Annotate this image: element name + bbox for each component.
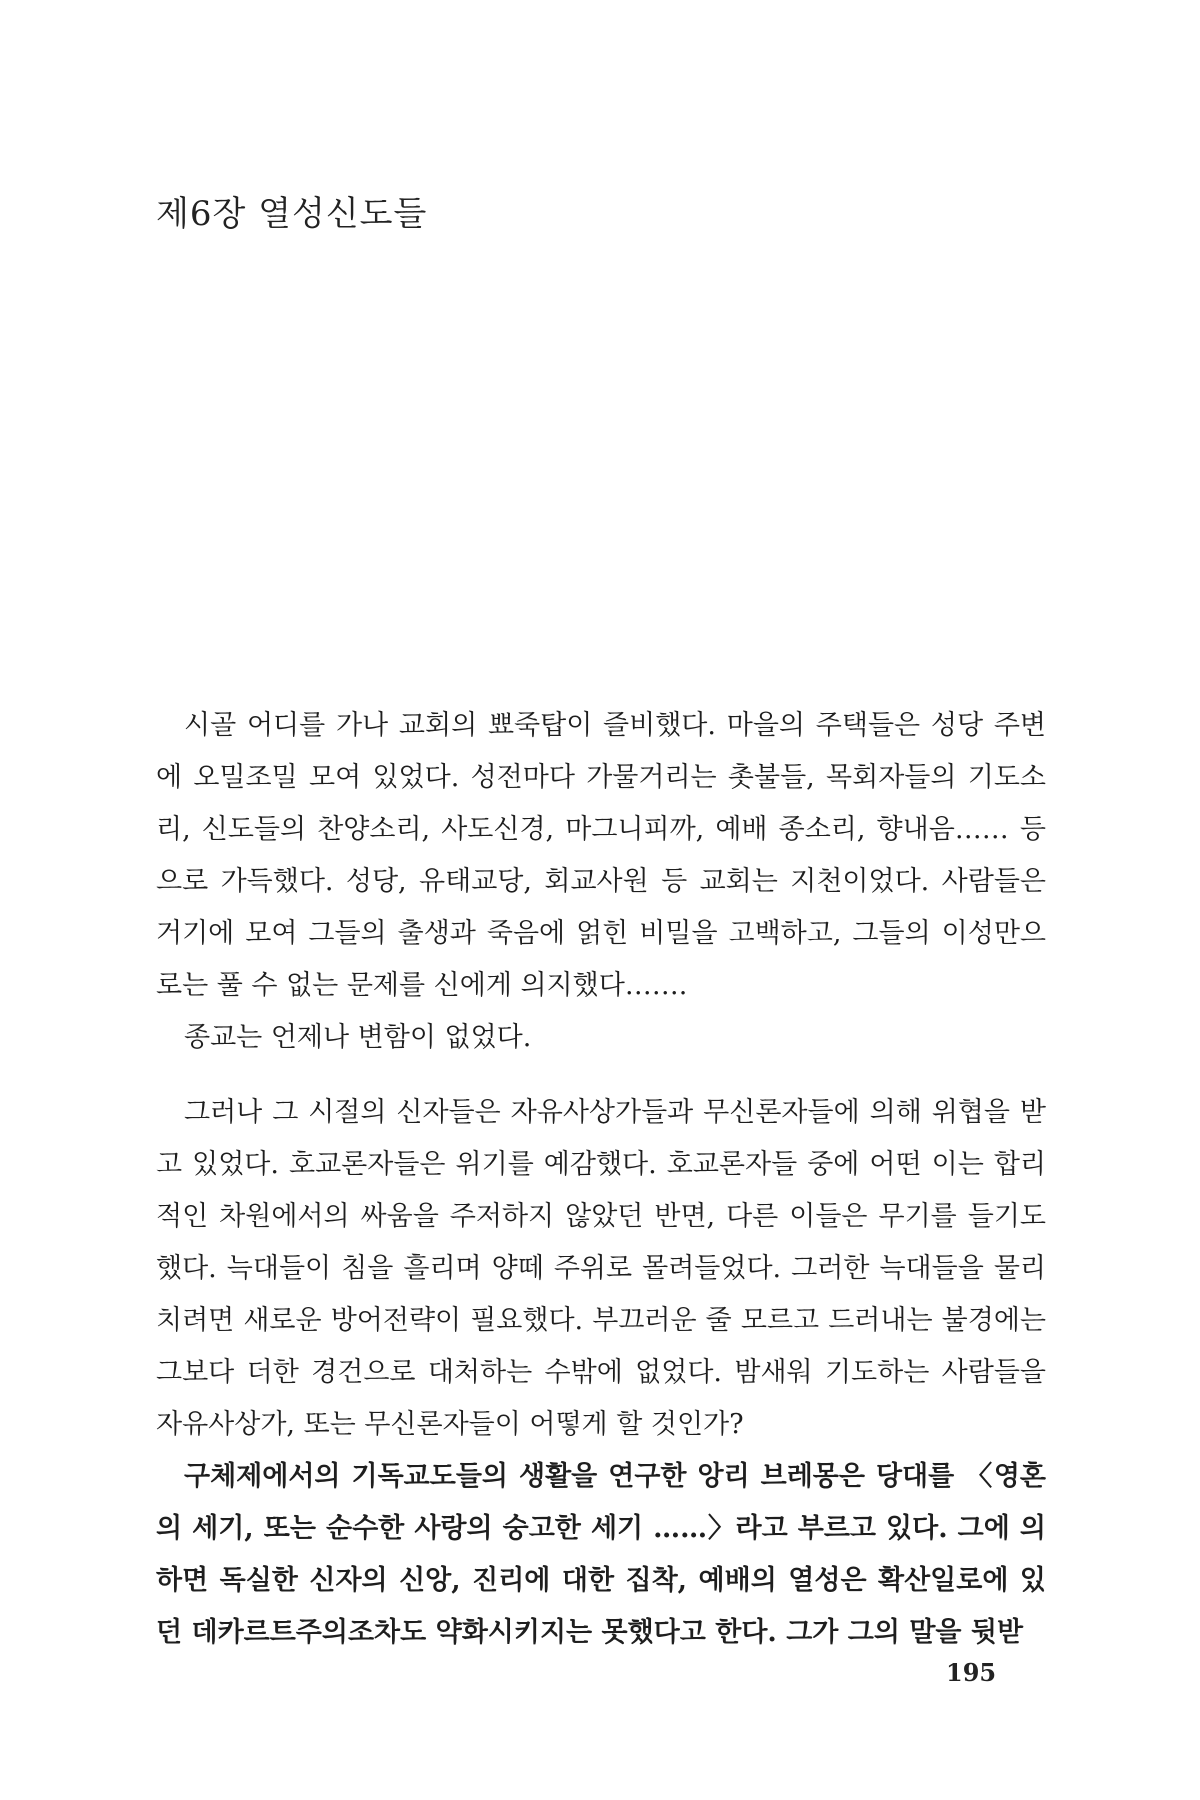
page-number: 195 bbox=[946, 1658, 997, 1687]
chapter-title: 제6장 열성신도들 bbox=[156, 194, 428, 234]
paragraph: 시골 어디를 가나 교회의 뾰죽탑이 즐비했다. 마을의 주택들은 성당 주변에 오밀조밀 모여 있었다. 성전마다 가물거리는 촛불들, 목회자들의 기도소리, 신도들의 찬양소리, 사도신경, 마그니피까, 예배 종소리, 향내음…… 등으로 가득했다. 성당, 유태교당, 회교사원 등 교회는 지천이었다. 사람들은 거기에 모여 그들의 출생과 죽음에 얽힌 비밀을 고백하고, 그들의 이성만으로는 풀 수 없는 문제를 신에게 의지했다……. bbox=[156, 710, 1046, 1001]
section-1 bbox=[156, 700, 1046, 1064]
paragraph: 종교는 언제나 변함이 없었다. bbox=[184, 1022, 532, 1053]
paragraph: 그러나 그 시절의 신자들은 자유사상가들과 무신론자들에 의해 위협을 받고 있었다. 호교론자들은 위기를 예감했다. 호교론자들 중에 어떤 이는 합리적인 차원에서의 싸움을 주저하지 않았던 반면, 다른 이들은 무기를 들기도 했다. 늑대들이 침을 흘리며 양떼 주위로 몰려들었다. 그러한 늑대들을 물리치려면 새로운 방어전략이 필요했다. 부끄러운 줄 모르고 드러내는 불경에는 그보다 더한 경건으로 대처하는 수밖에 없었다. 밤새워 기도하는 사람들을 자유사상가, 또는 무신론자들이 어떻게 할 것인가? bbox=[156, 1097, 1046, 1440]
section-2 bbox=[156, 1087, 1046, 1659]
paragraph: 구체제에서의 기독교도들의 생활을 연구한 앙리 브레몽은 당대를 〈영혼의 세기, 또는 순수한 사랑의 숭고한 세기 ……〉라고 부르고 있다. 그에 의하면 독실한 신자의 신앙, 진리에 대한 집착, 예배의 열성은 확산일로에 있던 데카르트주의조차도 약화시키지는 못했다고 한다. 그가 그의 말을 뒷받 bbox=[156, 1461, 1046, 1648]
